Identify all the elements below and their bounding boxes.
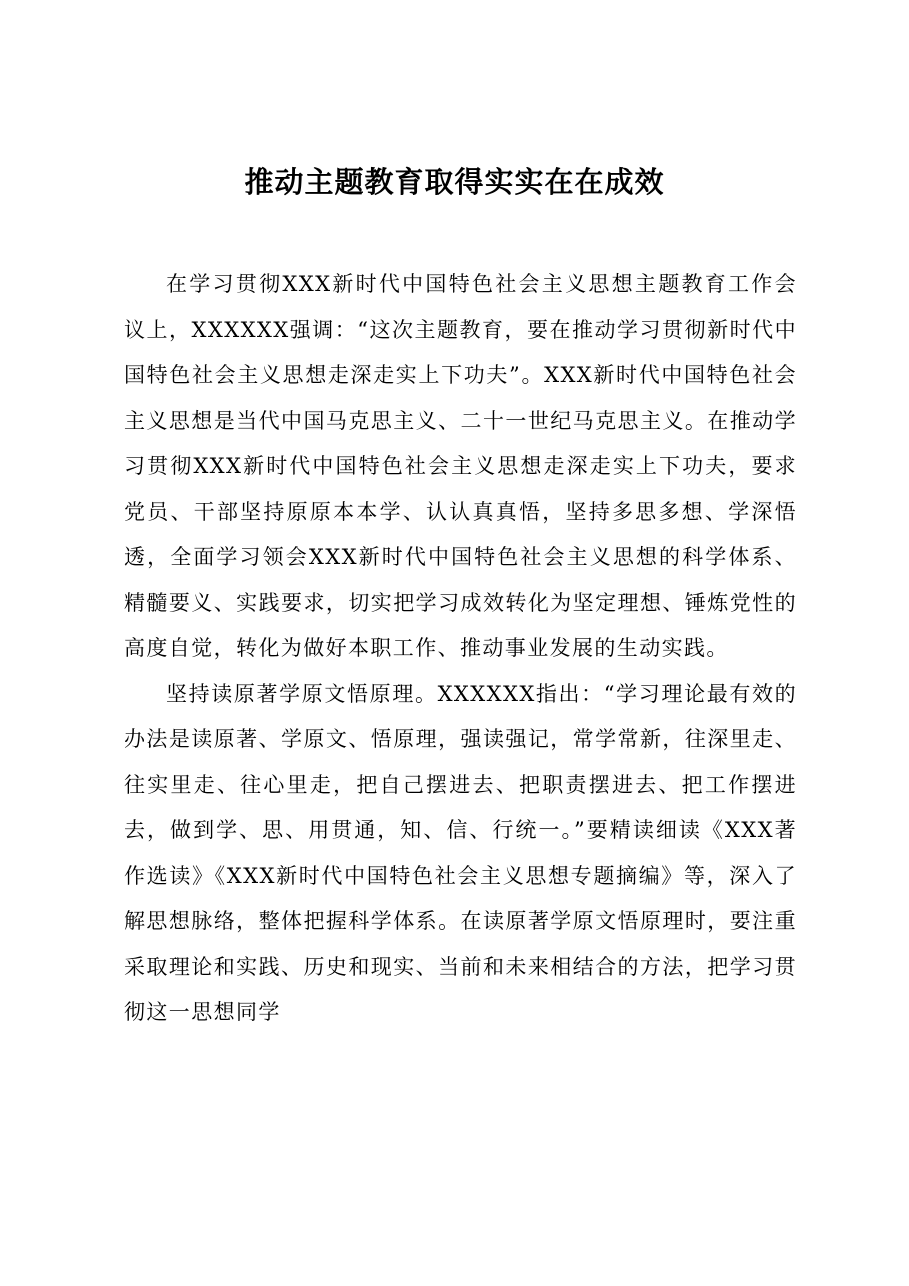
paragraph-1: 在学习贯彻XXX新时代中国特色社会主义思想主题教育工作会议上，XXXXXX强调：“这次主题教育，要在推动学习贯彻新时代中国特色社会主义思想走深走实上下功夫”。XXX新时代中国特色社会主义思想是当代中国马克思主义、二十一世纪马克思主义。在推动学习贯彻XXX新时代中国特色社会主义思想走深走实上下功夫，要求党员、干部坚持原原本本学、认认真真悟，坚持多思多想、学深悟透，全面学习领会XXX新时代中国特色社会主义思想的科学体系、精髓要义、实践要求，切实把学习成效转化为坚定理想、锤炼党性的高度自觉，转化为做好本职工作、推动事业发展的生动实践。 — [124, 272, 797, 660]
document-body — [124, 262, 797, 1036]
document-title: 推动主题教育取得实实在在成效 — [244, 165, 665, 199]
paragraph-2: 坚持读原著学原文悟原理。XXXXXX指出：“学习理论最有效的办法是读原著、学原文、悟原理，强读强记，常学常新，往深里走、往实里走、往心里走，把自己摆进去、把职责摆进去、把工作摆进去，做到学、思、用贯通，知、信、行统一。”要精读细读《XXX著作选读》《XXX新时代中国特色社会主义思想专题摘编》等，深入了解思想脉络，整体把握科学体系。在读原著学原文悟原理时，要注重采取理论和实践、历史和现实、当前和未来相结合的方法，把学习贯彻这一思想同学 — [124, 681, 797, 1024]
